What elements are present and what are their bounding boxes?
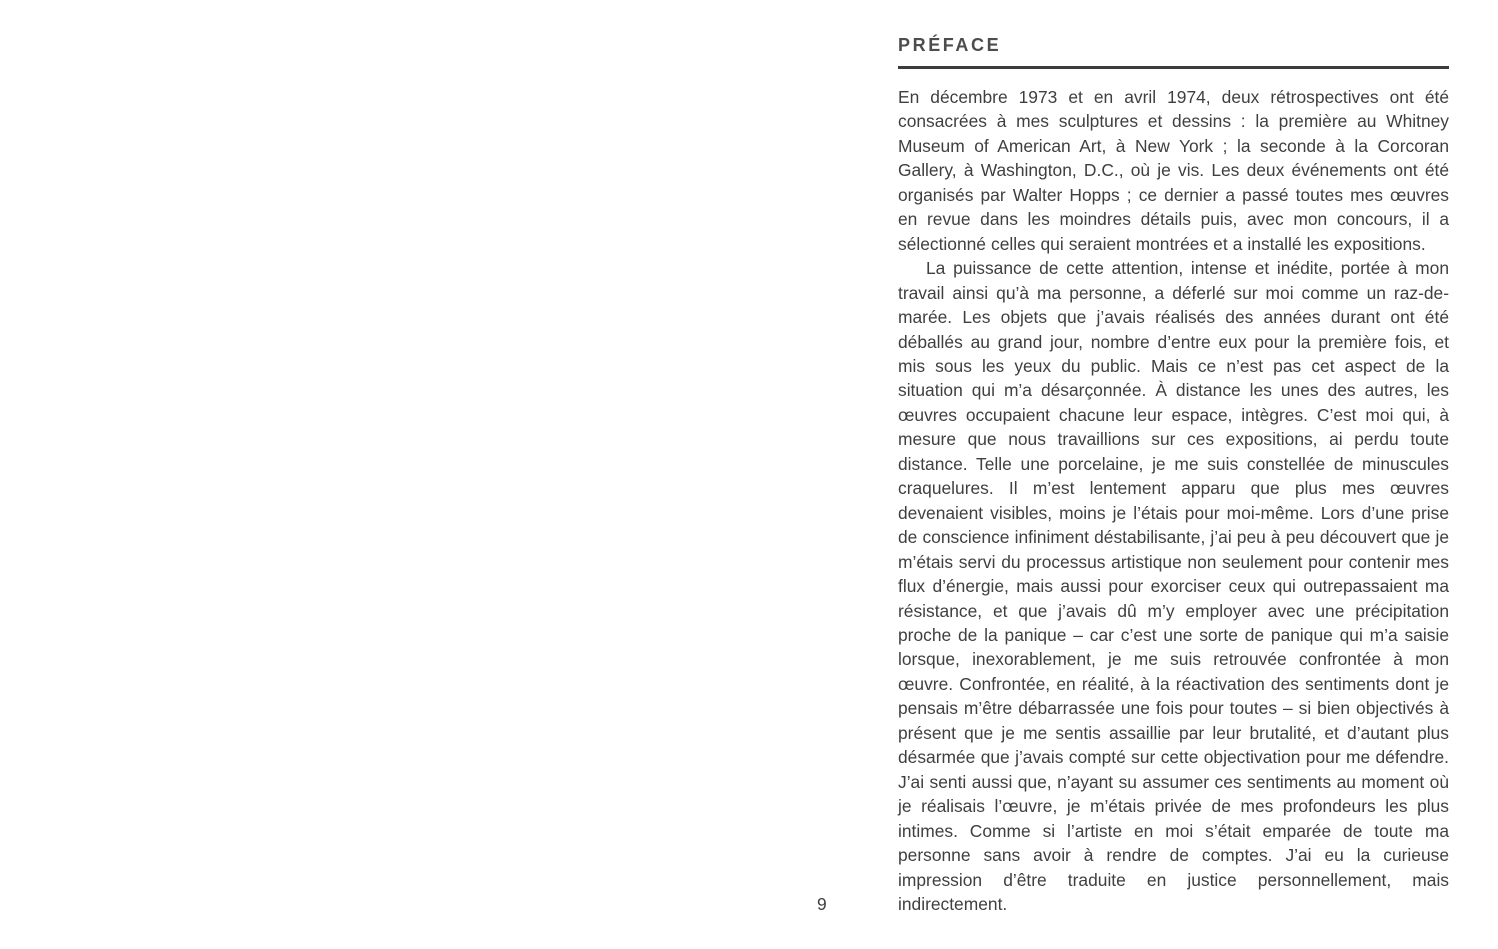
page-number: 9 xyxy=(817,894,827,914)
body-text xyxy=(898,85,1449,916)
text-column xyxy=(898,34,1449,916)
paragraph-2: La puissance de cette attention, intense et inédite, portée à mon travail ainsi qu’à ma personne, a déferlé sur moi comme un raz-de-marée. Les objets que j’avais réalisés des années durant ont été déballés au grand jour, nombre d’entre eux pour la première fois, et mis sous les yeux du public. Mais ce n’est pas cet aspect de la situation qui m’a désarçonnée. À distance les unes des autres, les œuvres occupaient chacune leur espace, intègres. C’est moi qui, à mesure que nous travaillions sur ces expositions, ai perdu toute distance. Telle une porcelaine, je me suis constellée de minuscules craquelures. Il m’est lentement apparu que plus mes œuvres devenaient visibles, moins je l’étais pour moi-même. Lors d’une prise de conscience infiniment déstabilisante, j’ai peu à peu découvert que je m’étais servi du processus artistique non seulement pour contenir mes flux d’énergie, mais aussi pour exorciser ceux qui outrepassaient ma résistance, et que j’avais dû m’y employer avec une précipitation proche de la panique – car c’est une sorte de panique qui m’a saisie lorsque, inexorablement, je me suis retrouvée confrontée à mon œuvre. Confrontée, en réalité, à la réactivation des sentiments dont je pensais m’être débarrassée une fois pour toutes – si bien objectivés à présent que je me sentis assaillie par leur brutalité, et d’autant plus désarmée que j’avais compté sur cette objectivation pour me défendre. J’ai senti aussi que, n’ayant su assumer ces sentiments au moment où je réalisais l’œuvre, je m’étais privée de mes profondeurs les plus intimes. Comme si l’artiste en moi s’était emparée de toute ma personne sans avoir à rendre de comptes. J’ai eu la curieuse impression d’être traduite en justice personnellement, mais indirectement. xyxy=(898,258,1449,914)
chapter-heading: PRÉFACE xyxy=(898,35,1002,55)
paragraph-1: En décembre 1973 et en avril 1974, deux rétrospectives ont été consacrées à mes sculptures et dessins : la première au Whitney Museum of American Art, à New York ; la seconde à la Corcoran Gallery, à Washington, D.C., où je vis. Les deux événements ont été organisés par Walter Hopps ; ce dernier a passé toutes mes œuvres en revue dans les moindres détails puis, avec mon concours, il a sélectionné celles qui seraient montrées et a installé les expositions. xyxy=(898,87,1449,254)
heading-rule xyxy=(898,66,1449,69)
